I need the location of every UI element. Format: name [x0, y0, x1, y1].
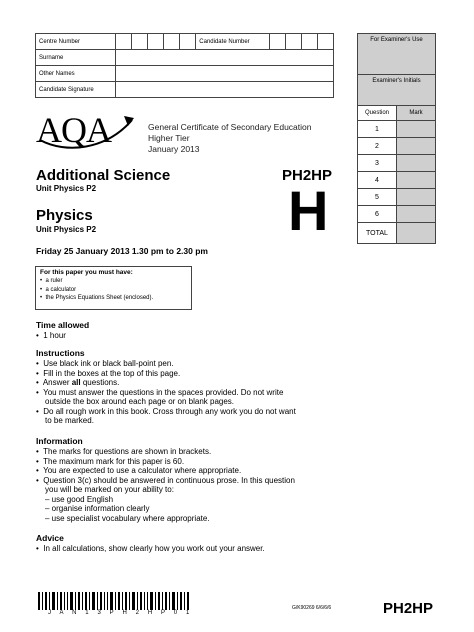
list-item-continuation: – organise information clearly [45, 504, 150, 513]
exam-date: Friday 25 January 2013 1.30 pm to 2.30 pm [36, 246, 208, 256]
mark-column-header: Mark [397, 106, 436, 121]
certificate-line: General Certificate of Secondary Education [148, 122, 312, 132]
total-mark-cell [397, 223, 436, 244]
question-number: 3 [358, 155, 397, 172]
list-item: • Question 3(c) should be answered in continuous prose. In this question [36, 475, 295, 485]
tier-letter: H [288, 179, 329, 242]
candidate-number-box[interactable] [301, 34, 317, 50]
list-item: • You must answer the questions in the spaces provided. Do not write [36, 387, 284, 397]
must-have-title: For this paper you must have: [40, 269, 133, 276]
must-have-item: • the Physics Equations Sheet (enclosed). [40, 295, 154, 301]
list-item-continuation: to be marked. [45, 416, 94, 425]
candidate-signature-label: Candidate Signature [36, 82, 116, 98]
centre-number-label: Centre Number [36, 34, 116, 50]
unit-subtitle: Unit Physics P2 [36, 225, 97, 234]
list-item: • Do all rough work in this book. Cross through any work you do not want [36, 406, 296, 416]
other-names-field[interactable] [115, 66, 333, 82]
candidate-number-box[interactable] [269, 34, 285, 50]
centre-number-box[interactable] [148, 34, 164, 50]
mark-cell [397, 155, 436, 172]
candidate-number-box[interactable] [317, 34, 333, 50]
aqa-logo [36, 110, 136, 154]
question-number: 6 [358, 206, 397, 223]
time-allowed-list [36, 331, 376, 341]
list-item: • 1 hour [36, 331, 66, 340]
must-have-item: • a calculator [40, 286, 77, 293]
paper-code: PH2HP [282, 167, 333, 184]
mark-cell [397, 172, 436, 189]
logo-text: AQA [36, 110, 111, 150]
document-reference: G/K90269 6/6/6/6 [292, 605, 332, 611]
list-item: • Answer all questions. [36, 378, 120, 387]
mark-cell [397, 138, 436, 155]
certificate-info [148, 122, 311, 155]
list-item: • In all calculations, show clearly how you work out your answer. [36, 544, 265, 553]
barcode-number: J A N 1 3 P H 2 H P 0 1 [48, 610, 193, 616]
mark-cell [397, 206, 436, 223]
candidate-number-label: Candidate Number [196, 34, 269, 50]
subject-title: Physics [36, 207, 93, 224]
list-item-continuation: – use good English [45, 494, 114, 504]
question-column-header: Question [358, 106, 397, 121]
list-item: • Fill in the boxes at the top of this page. [36, 368, 181, 378]
tier-line: Higher Tier [148, 133, 190, 143]
time-allowed-title: Time allowed [36, 320, 90, 330]
list-item: • Use black ink or black ball-point pen. [36, 359, 174, 368]
must-have-item: • a ruler [40, 278, 63, 284]
advice-list [36, 544, 376, 554]
examiner-initials-area: Examiner's Initials [358, 74, 435, 105]
list-item-continuation: you will be marked on your ability to: [45, 485, 174, 494]
list-item: • The marks for questions are shown in brackets. [36, 447, 212, 456]
centre-number-box[interactable] [164, 34, 180, 50]
session-line: January 2013 [148, 144, 200, 154]
question-number: 2 [358, 138, 397, 155]
instructions-title: Instructions [36, 348, 85, 358]
unit-subtitle: Unit Physics P2 [36, 184, 97, 193]
surname-field[interactable] [115, 50, 333, 66]
instructions-list [36, 359, 376, 426]
total-label: TOTAL [358, 223, 397, 244]
examiner-box [357, 33, 436, 244]
question-number: 1 [358, 121, 397, 138]
mark-cell [397, 189, 436, 206]
subject-title: Additional Science [36, 167, 171, 184]
footer-paper-code: PH2HP [383, 600, 434, 617]
information-list [36, 447, 376, 523]
question-number: 5 [358, 189, 397, 206]
centre-number-box[interactable] [131, 34, 147, 50]
surname-label: Surname [36, 50, 116, 66]
candidate-details-table [35, 33, 334, 98]
list-item-continuation: – use specialist vocabulary where appropriate. [45, 513, 210, 523]
advice-title: Advice [36, 533, 64, 543]
question-number: 4 [358, 172, 397, 189]
barcode-icon [38, 592, 190, 610]
list-item: • The maximum mark for this paper is 60. [36, 456, 185, 466]
marks-table [358, 105, 435, 243]
examiner-use-header: For Examiner's Use [358, 34, 435, 74]
mark-cell [397, 121, 436, 138]
information-title: Information [36, 436, 83, 446]
must-have-box [35, 266, 192, 310]
candidate-number-box[interactable] [285, 34, 301, 50]
candidate-signature-field[interactable] [115, 82, 333, 98]
list-item-continuation: outside the box around each page or on blank pages. [45, 397, 235, 406]
other-names-label: Other Names [36, 66, 116, 82]
centre-number-box[interactable] [115, 34, 131, 50]
centre-number-box[interactable] [180, 34, 196, 50]
list-item: • You are expected to use a calculator where appropriate. [36, 466, 242, 475]
